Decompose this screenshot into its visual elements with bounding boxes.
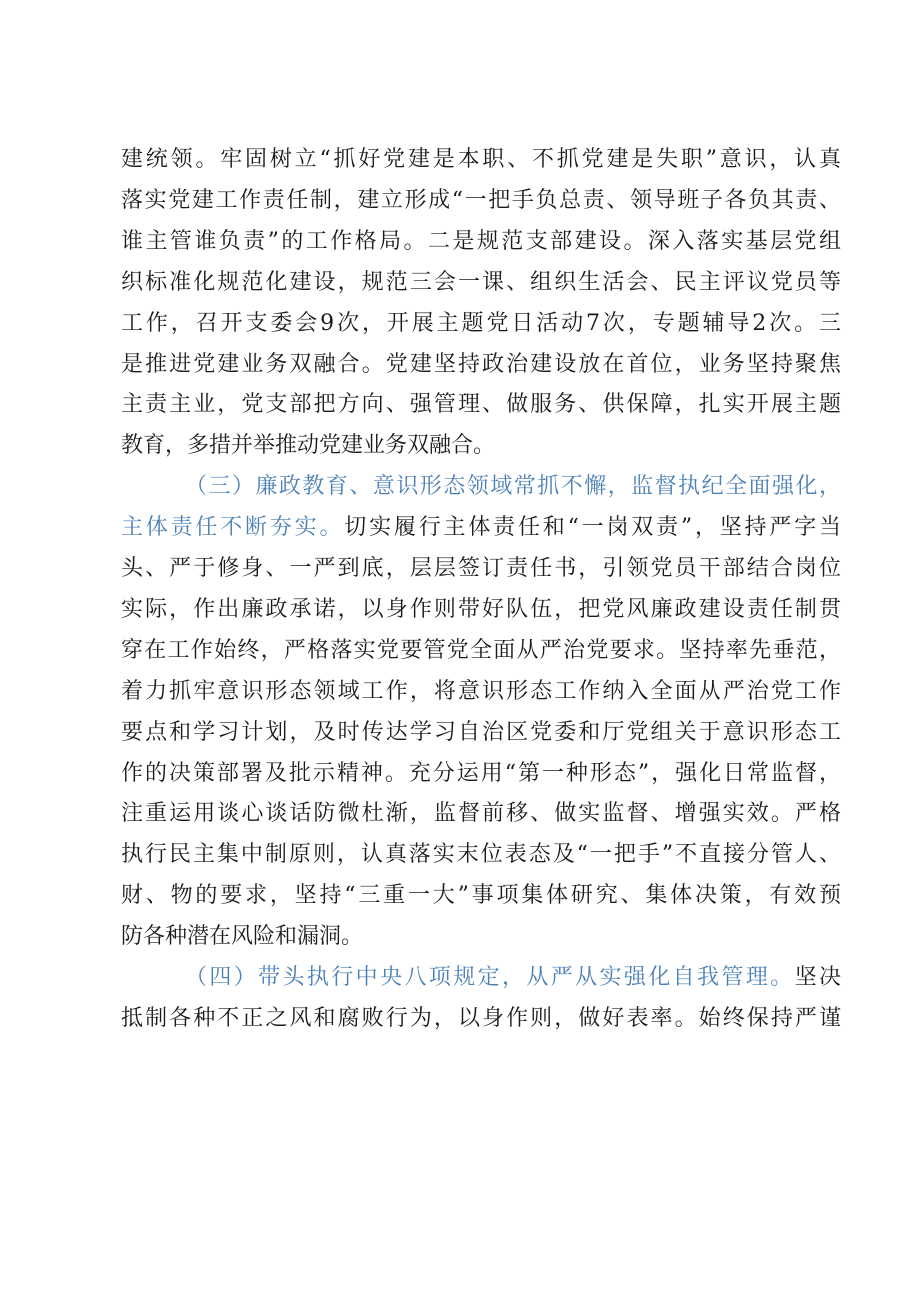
paragraph-line	[121, 999, 841, 1039]
body-text: 执行民主集中制原则，认真落实末位表态及“一把手”不直接分管人、	[121, 842, 841, 868]
paragraph-line	[121, 794, 841, 834]
body-text: 财、物的要求，坚持“三重一大”事项集体研究、集体决策，有效预	[121, 883, 841, 909]
heading-text: 主体责任不断夯实。	[121, 515, 345, 541]
body-text: 坚决	[794, 965, 841, 990]
paragraph-line	[121, 876, 841, 916]
paragraph-line	[121, 631, 841, 671]
heading-text: （四）带头执行中央八项规定，从严从实强化自我管理。	[185, 965, 795, 990]
paragraph-line	[121, 549, 841, 589]
body-text: 织标准化规范化建设，规范三会一课、组织生活会、民主评议党员等	[121, 269, 841, 295]
body-text: 谁主管谁负责”的工作格局。二是规范支部建设。深入落实基层党组	[121, 228, 841, 254]
body-text: 实际，作出廉政承诺，以身作则带好队伍，把党风廉政建设责任制贯	[121, 596, 841, 622]
paragraph-line	[121, 181, 841, 221]
body-text: 着力抓牢意识形态领域工作，将意识形态工作纳入全面从严治党工作	[121, 678, 841, 704]
heading-text: （三）廉政教育、意识形态领域常抓不懈，监督执纪全面强化，	[185, 474, 841, 500]
body-text: 防各种潜在风险和漏洞。	[121, 924, 364, 950]
body-text: 穿在工作始终，严格落实党要管党全面从严治党要求。坚持率先垂范，	[121, 637, 841, 663]
paragraph-line	[121, 385, 841, 425]
paragraph-line	[121, 754, 841, 794]
paragraph-line	[121, 263, 841, 303]
section-heading-line	[185, 958, 841, 998]
paragraph-line	[121, 345, 841, 385]
body-text: 工作，召开支委会9次，开展主题党日活动7次，专题辅导2次。三	[121, 310, 841, 336]
body-text: 建统领。牢固树立“抓好党建是本职、不抓党建是失职”意识，认真	[121, 147, 841, 172]
body-text: 主责主业，党支部把方向、强管理、做服务、供保障，扎实开展主题	[121, 392, 841, 418]
body-text: 切实履行主体责任和“一岗双责”，坚持严字当	[344, 515, 841, 541]
section-heading-line	[121, 508, 841, 548]
paragraph-line	[121, 835, 841, 875]
section-heading-line	[185, 467, 841, 507]
body-text: 抵制各种不正之风和腐败行为，以身作则，做好表率。始终保持严谨	[121, 1005, 841, 1031]
paragraph-line	[121, 426, 841, 466]
paragraph-line	[121, 304, 841, 344]
paragraph-line	[121, 672, 841, 712]
paragraph-line	[121, 713, 841, 753]
body-text: 作的决策部署及批示精神。充分运用“第一种形态”，强化日常监督，	[121, 760, 841, 786]
paragraph-line	[121, 222, 841, 262]
body-text: 落实党建工作责任制，建立形成“一把手负总责、领导班子各负其责、	[121, 187, 841, 213]
body-text: 头、严于修身、一严到底，层层签订责任书，引领党员干部结合岗位	[121, 556, 841, 581]
body-text: 教育，多措并举推动党建业务双融合。	[121, 433, 496, 459]
paragraph-line	[121, 917, 841, 957]
body-text: 是推进党建业务双融合。党建坚持政治建设放在首位，业务坚持聚焦	[121, 351, 841, 377]
body-text: 注重运用谈心谈话防微杜渐，监督前移、做实监督、增强实效。严格	[121, 801, 841, 827]
paragraph-line	[121, 140, 841, 180]
body-text: 要点和学习计划，及时传达学习自治区党委和厅党组关于意识形态工	[121, 719, 841, 745]
paragraph-line	[121, 590, 841, 630]
